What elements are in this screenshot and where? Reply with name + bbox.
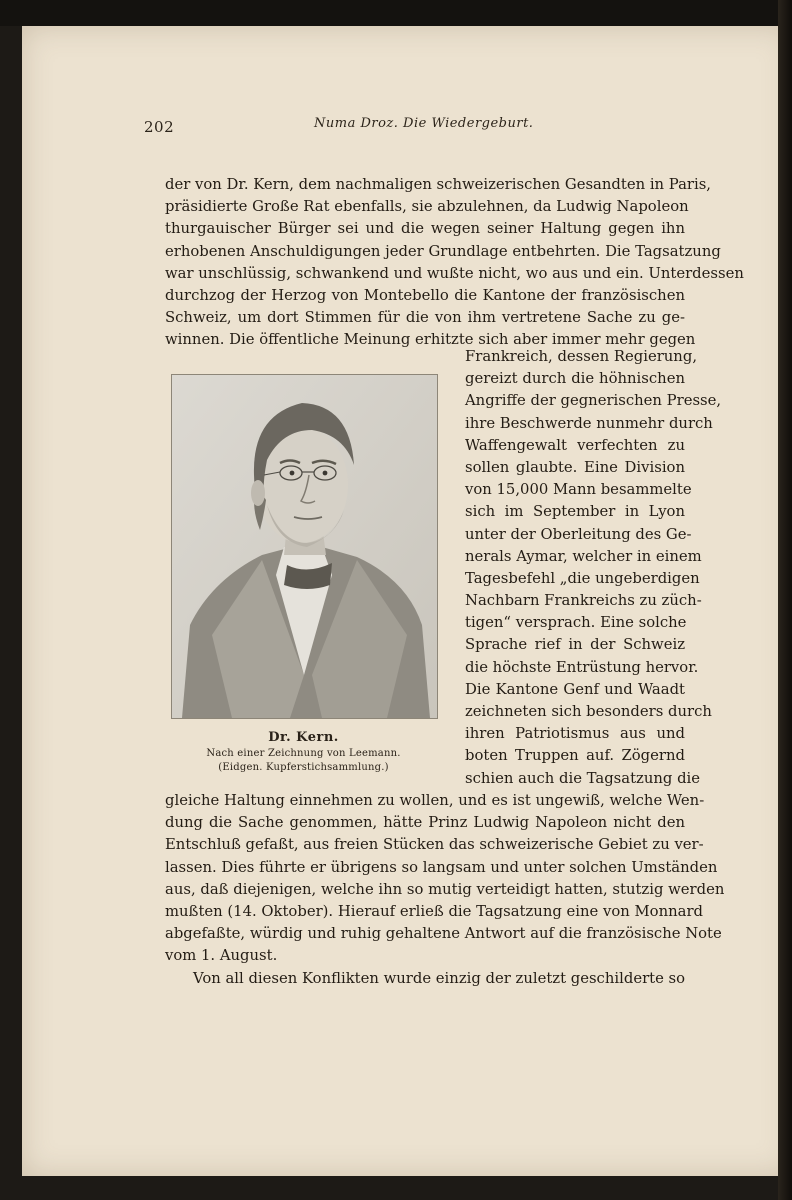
text-line: ihre Beschwerde nunmehr durch — [465, 414, 713, 432]
scan-right-edge — [778, 0, 792, 1200]
text-line: tigen“ versprach. Eine solche — [465, 614, 687, 632]
text-line: aus, daß diejenigen, welche ihn so mutig verteidigt hatten, stutzig werden — [165, 880, 725, 898]
figure-caption — [171, 730, 436, 776]
text-line: sollen glaubte. Eine Division — [465, 458, 685, 476]
text-line: Die Kantone Genf und Waadt — [465, 680, 685, 698]
text-line: durchzog der Herzog von Montebello die Kantone der französischen — [165, 286, 685, 304]
text-line: nerals Aymar, welcher in einem — [465, 547, 702, 565]
portrait-illustration — [172, 375, 437, 718]
text-line: Nachbarn Frankreichs zu züch- — [465, 592, 702, 610]
text-line: Angriffe der gegnerischen Presse, — [465, 392, 722, 410]
caption-source: (Eidgen. Kupferstichsammlung.) — [218, 762, 389, 773]
caption-title: Dr. Kern. — [268, 730, 339, 745]
text-line: ihren Patriotismus aus und — [465, 725, 685, 743]
paragraph-side — [465, 346, 722, 790]
text-line: boten Truppen auf. Zögernd — [465, 747, 685, 765]
caption-credit: Nach einer Zeichnung von Leemann. — [206, 748, 401, 759]
text-line: lassen. Dies führte er übrigens so langsam und unter solchen Umständen — [165, 858, 718, 876]
text-line: Entschluß gefaßt, aus freien Stücken das schweizerische Gebiet zu ver- — [165, 836, 704, 854]
text-line: erhobenen Anschuldigungen jeder Grundlage entbehrten. Die Tagsatzung — [165, 242, 721, 260]
paragraph-bottom — [165, 790, 725, 990]
running-head: Numa Droz. Die Wiedergeburt. — [314, 116, 534, 131]
text-line: war unschlüssig, schwankend und wußte nicht, wo aus und ein. Unterdessen — [165, 264, 744, 282]
text-line: Von all diesen Konflikten wurde einzig der zuletzt geschilderte so — [193, 969, 686, 987]
portrait-figure — [171, 374, 438, 719]
text-line: mußten (14. Oktober). Hierauf erließ die Tagsatzung eine von Monnard — [165, 902, 703, 920]
text-line: zeichneten sich besonders durch — [465, 703, 712, 720]
text-line: thurgauischer Bürger sei und die wegen seiner Haltung gegen ihn — [165, 220, 685, 238]
page-header — [144, 114, 684, 136]
text-line: Frankreich, dessen Regierung, — [465, 348, 698, 365]
text-line: vom 1. August. — [165, 947, 278, 965]
text-line: von 15,000 Mann besammelte — [465, 481, 692, 499]
text-line: die höchste Entrüstung hervor. — [465, 658, 699, 676]
text-line: Sprache rief in der Schweiz — [465, 636, 685, 654]
text-line: abgefaßte, würdig und ruhig gehaltene Antwort auf die französische Note — [165, 925, 722, 943]
text-line: gleiche Haltung einnehmen zu wollen, und es ist ungewiß, welche Wen- — [165, 792, 705, 809]
text-line: schien auch die Tagsatzung die — [465, 769, 701, 787]
text-line: unter der Oberleitung des Ge- — [465, 525, 692, 543]
text-line: gereizt durch die höhnischen — [465, 370, 685, 388]
text-line: der von Dr. Kern, dem nachmaligen schweizerischen Gesandten in Paris, — [165, 176, 711, 193]
text-line: dung die Sache genommen, hätte Prinz Ludwig Napoleon nicht den — [165, 814, 685, 832]
text-line: Schweiz, um dort Stimmen für die von ihm vertretene Sache zu ge- — [165, 309, 685, 327]
text-line: präsidierte Große Rat ebenfalls, sie abzulehnen, da Ludwig Napoleon — [165, 198, 689, 216]
text-line: sich im September in Lyon — [465, 503, 685, 521]
text-line: winnen. Die öffentliche Meinung erhitzte sich aber immer mehr gegen — [165, 331, 696, 349]
text-line: Waffengewalt verfechten zu — [465, 436, 685, 454]
page-number: 202 — [144, 118, 175, 136]
text-line: Tagesbefehl „die ungeberdigen — [465, 569, 700, 587]
scan-top-border — [0, 0, 792, 26]
paragraph-top — [165, 174, 744, 352]
